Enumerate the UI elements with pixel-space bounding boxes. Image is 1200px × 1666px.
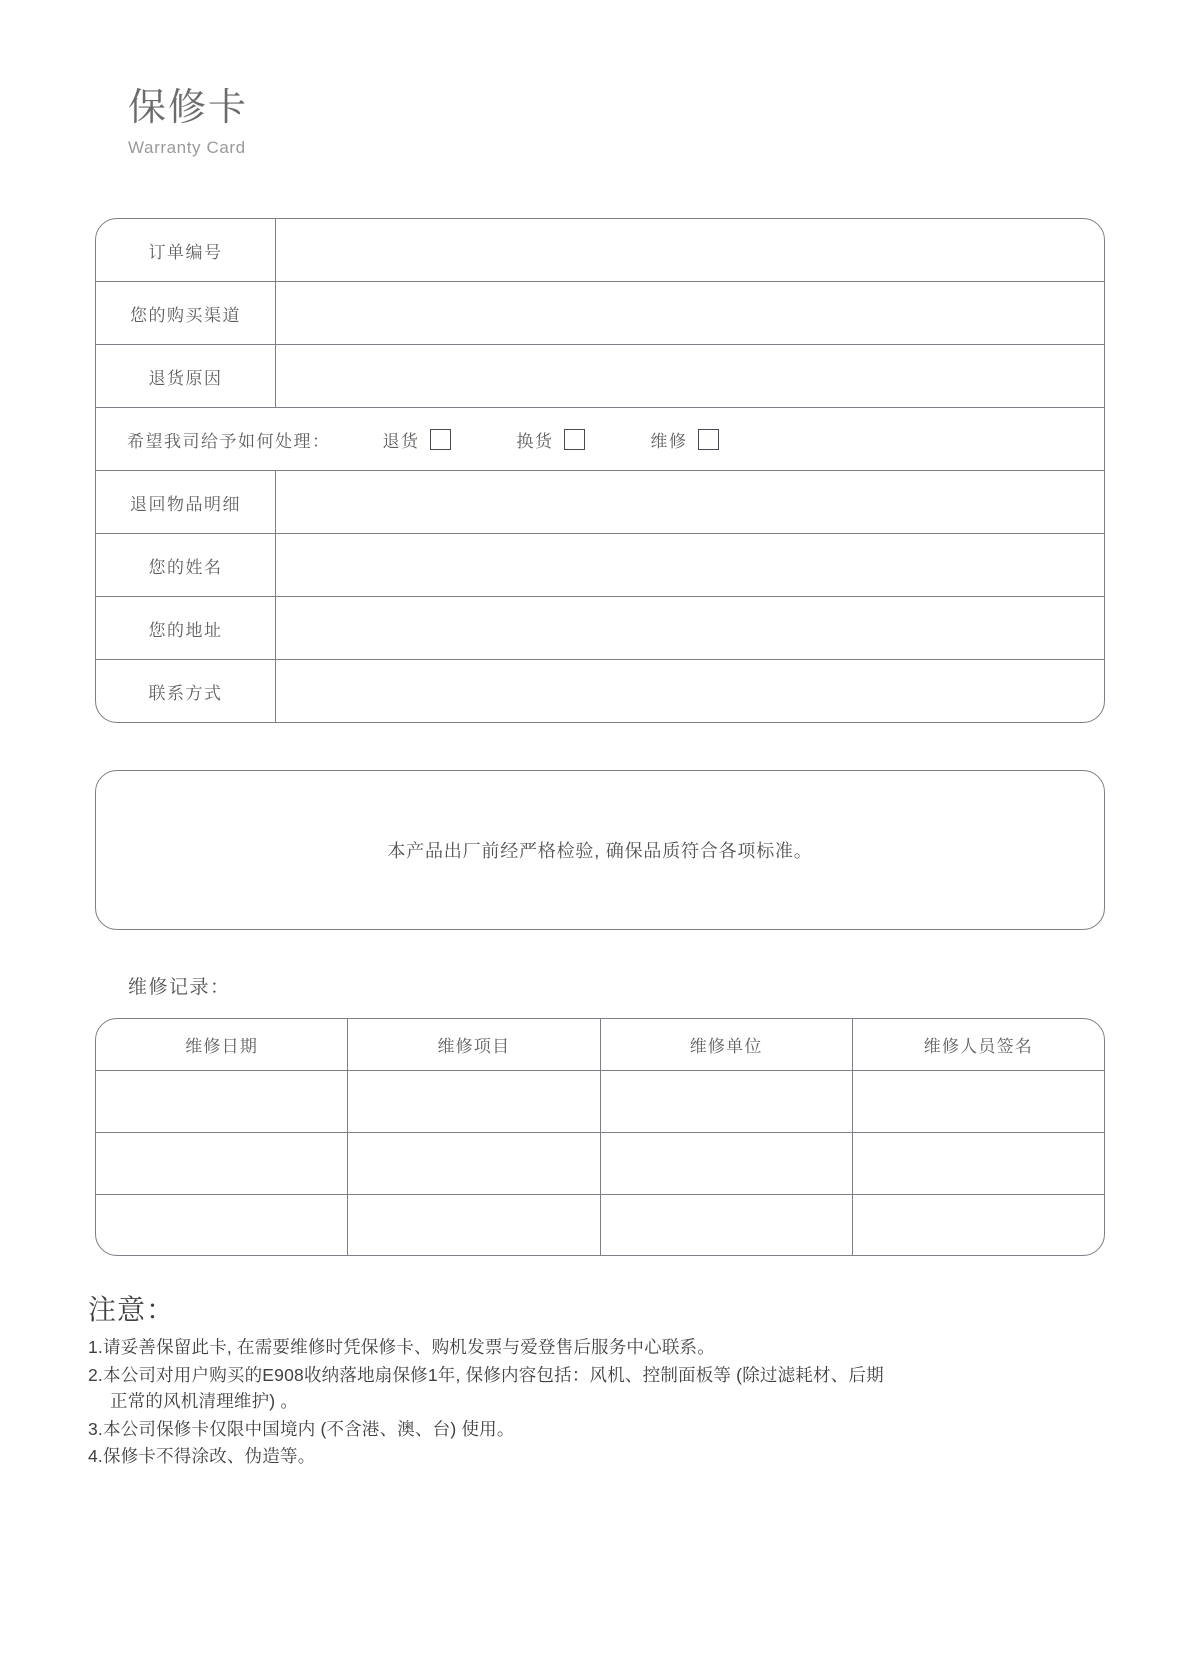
- cell-repair-unit[interactable]: [601, 1195, 853, 1256]
- quality-statement-panel: [95, 770, 1105, 930]
- form-field-contact[interactable]: [276, 660, 1104, 723]
- repair-records-table: [95, 1018, 1105, 1256]
- column-header-repair-date: 维修日期: [96, 1019, 348, 1070]
- handling-option-exchange-label: 换货: [516, 431, 554, 451]
- table-row: [96, 1133, 1104, 1195]
- cell-repair-date[interactable]: [96, 1133, 348, 1194]
- cell-repair-unit[interactable]: [601, 1133, 853, 1194]
- handling-option-repair[interactable]: [651, 427, 719, 452]
- notes-title: 注意：: [88, 1294, 176, 1325]
- handling-option-return-label: 退货: [382, 431, 420, 451]
- notes-section: [88, 1288, 1118, 1471]
- table-row: [96, 1071, 1104, 1133]
- cell-repair-item[interactable]: [348, 1195, 600, 1256]
- form-row-return-reason: [96, 345, 1104, 408]
- note-item: [88, 1334, 1118, 1361]
- column-header-technician-signature: 维修人员签名: [923, 1037, 1033, 1056]
- form-label-returned-items: 退回物品明细: [96, 471, 276, 533]
- form-field-name[interactable]: [276, 534, 1104, 596]
- form-row-returned-items: [96, 471, 1104, 534]
- page-subtitle: Warranty Card: [128, 137, 246, 157]
- handling-option-repair-label: 维修: [650, 431, 688, 451]
- cell-technician-signature[interactable]: [853, 1133, 1104, 1194]
- note-item: [88, 1362, 1118, 1415]
- form-field-return-reason[interactable]: [276, 345, 1104, 407]
- cell-repair-date[interactable]: [96, 1071, 348, 1132]
- customer-form-table: [95, 218, 1105, 723]
- form-field-order-number[interactable]: [276, 219, 1104, 281]
- cell-repair-unit[interactable]: [601, 1071, 853, 1132]
- form-label-name: 您的姓名: [96, 534, 276, 596]
- checkbox-exchange[interactable]: [564, 429, 585, 450]
- note-item: [88, 1416, 1118, 1443]
- form-label-return-reason: 退货原因: [96, 345, 276, 407]
- form-row-handling-choice: [96, 408, 1104, 471]
- note-item-line: 3.本公司保修卡仅限中国境内 (不含港、澳、台) 使用。: [88, 1418, 515, 1439]
- cell-repair-item[interactable]: [348, 1133, 600, 1194]
- cell-technician-signature[interactable]: [853, 1195, 1104, 1256]
- form-field-returned-items[interactable]: [276, 471, 1104, 533]
- page-header: [128, 88, 248, 158]
- form-label-purchase-channel: 您的购买渠道: [96, 282, 276, 344]
- page-title: 保修卡: [128, 87, 249, 129]
- form-field-purchase-channel[interactable]: [276, 282, 1104, 344]
- checkbox-repair[interactable]: [698, 429, 719, 450]
- note-item: [88, 1443, 1118, 1470]
- quality-statement-text: 本产品出厂前经严格检验, 确保品质符合各项标准。: [387, 841, 813, 861]
- note-item-line: 2.本公司对用户购买的E908收纳落地扇保修1年, 保修内容包括：风机、控制面板等 (除过滤耗材、后期: [88, 1364, 884, 1385]
- form-row-name: [96, 534, 1104, 597]
- form-label-contact: 联系方式: [96, 660, 276, 723]
- handling-choice-prompt: 希望我司给予如何处理：: [127, 431, 331, 451]
- form-label-order-number: 订单编号: [96, 219, 276, 281]
- note-item-line: 4.保修卡不得涂改、伪造等。: [88, 1446, 316, 1467]
- checkbox-return[interactable]: [430, 429, 451, 450]
- note-item-line: 1.请妥善保留此卡, 在需要维修时凭保修卡、购机发票与爱登售后服务中心联系。: [88, 1337, 715, 1357]
- column-header-repair-item: 维修项目: [348, 1019, 600, 1070]
- form-field-address[interactable]: [276, 597, 1104, 659]
- handling-option-exchange[interactable]: [517, 427, 585, 452]
- form-label-address: 您的地址: [96, 597, 276, 659]
- table-header-row: [96, 1019, 1104, 1071]
- form-row-order-number: [96, 219, 1104, 282]
- column-header-repair-unit: 维修单位: [601, 1019, 853, 1070]
- cell-repair-date[interactable]: [96, 1195, 348, 1256]
- cell-technician-signature[interactable]: [853, 1071, 1104, 1132]
- note-item-line-continued: 正常的风机清理维护) 。: [110, 1391, 299, 1412]
- form-row-address: [96, 597, 1104, 660]
- form-row-contact: [96, 660, 1104, 723]
- cell-repair-item[interactable]: [348, 1071, 600, 1132]
- repair-records-label: 维修记录：: [128, 977, 231, 998]
- form-row-purchase-channel: [96, 282, 1104, 345]
- handling-option-return[interactable]: [383, 427, 451, 452]
- table-row: [96, 1195, 1104, 1256]
